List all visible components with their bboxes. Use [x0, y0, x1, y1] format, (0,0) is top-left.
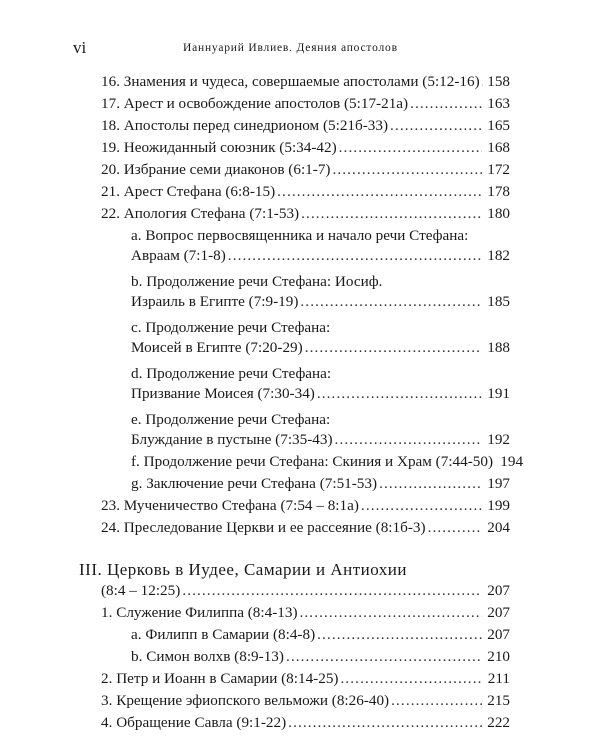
toc-entry-22c[interactable]: Моисей в Египте (7:20-29) ..... 188 — [131, 337, 510, 359]
toc-entry-22b-line1[interactable]: b. Продолжение речи Стефана: Иосиф. — [131, 273, 383, 290]
toc-entry-p1a[interactable]: a. Филипп в Самарии (8:4-8) ..... 207 — [131, 624, 510, 646]
part-3-title[interactable]: III. Церковь в Иудее, Самарии и Антиохии — [79, 560, 407, 579]
toc-entry-22e-line1[interactable]: e. Продолжение речи Стефана: — [131, 411, 331, 428]
toc-entry-19[interactable]: 19. Неожиданный союзник (5:34-42) ..... 168 — [101, 137, 510, 159]
toc-entry-22f[interactable]: f. Продолжение речи Стефана: Скиния и Храм (7:44-50) 194 — [131, 453, 524, 470]
toc-entry-17[interactable]: 17. Арест и освобождение апостолов (5:17-21а) ..... 163 — [101, 93, 510, 115]
toc-entry-22e[interactable]: Блуждание в пустыне (7:35-43) ..... 192 — [131, 429, 510, 451]
toc-entry-22a[interactable]: Авраам (7:1-8) ..... 182 — [131, 245, 510, 267]
toc-entry-22d-line1[interactable]: d. Продолжение речи Стефана: — [131, 365, 332, 382]
toc-entry-p3[interactable]: 3. Крещение эфиопского вельможи (8:26-40) ..... 215 — [101, 690, 510, 712]
toc-entry-22[interactable]: 22. Апология Стефана (7:1-53) ..... 180 — [101, 203, 510, 225]
toc-entry-22b[interactable]: Израиль в Египте (7:9-19) ..... 185 — [131, 291, 510, 313]
toc-entry-21[interactable]: 21. Арест Стефана (6:8-15) ..... 178 — [101, 181, 510, 203]
toc-entry-p2[interactable]: 2. Петр и Иоанн в Самарии (8:14-25) ..... 211 — [101, 668, 510, 690]
toc-entry-22c-line1[interactable]: c. Продолжение речи Стефана: — [131, 319, 331, 336]
toc-entry-22g[interactable]: g. Заключение речи Стефана (7:51-53) ..... 197 — [131, 473, 510, 495]
page-header — [73, 38, 507, 60]
running-title: Ианнуарий Ивлиев. Деяния апостолов — [183, 42, 398, 54]
toc-entry-20[interactable]: 20. Избрание семи диаконов (6:1-7) ..... 172 — [101, 159, 510, 181]
toc-entry-22d[interactable]: Призвание Моисея (7:30-34) ..... 191 — [131, 383, 510, 405]
toc-entry-18[interactable]: 18. Апостолы перед синедрионом (5:21б-33) ..... 165 — [101, 115, 510, 137]
toc-entry-p4[interactable]: 4. Обращение Савла (9:1-22) ..... 222 — [101, 712, 510, 734]
toc-entry-22a-line1[interactable]: a. Вопрос первосвященника и начало речи Стефана: — [131, 227, 469, 244]
toc-entry-p1[interactable]: 1. Служение Филиппа (8:4-13) ..... 207 — [101, 602, 510, 624]
part-3-range[interactable]: (8:4 – 12:25) ..... 207 — [101, 580, 510, 602]
toc-entry-16[interactable]: 16. Знамения и чудеса, совершаемые апостолами (5:12-16) ..... 158 — [101, 71, 510, 93]
toc-entry-24[interactable]: 24. Преследование Церкви и ее рассеяние (8:1б-3) ..... 204 — [101, 517, 510, 539]
page-number: vi — [73, 38, 87, 57]
toc-entry-p1b[interactable]: b. Симон волхв (8:9-13) ..... 210 — [131, 646, 510, 668]
toc-entry-23[interactable]: 23. Мученичество Стефана (7:54 – 8:1а) ..... 199 — [101, 495, 510, 517]
